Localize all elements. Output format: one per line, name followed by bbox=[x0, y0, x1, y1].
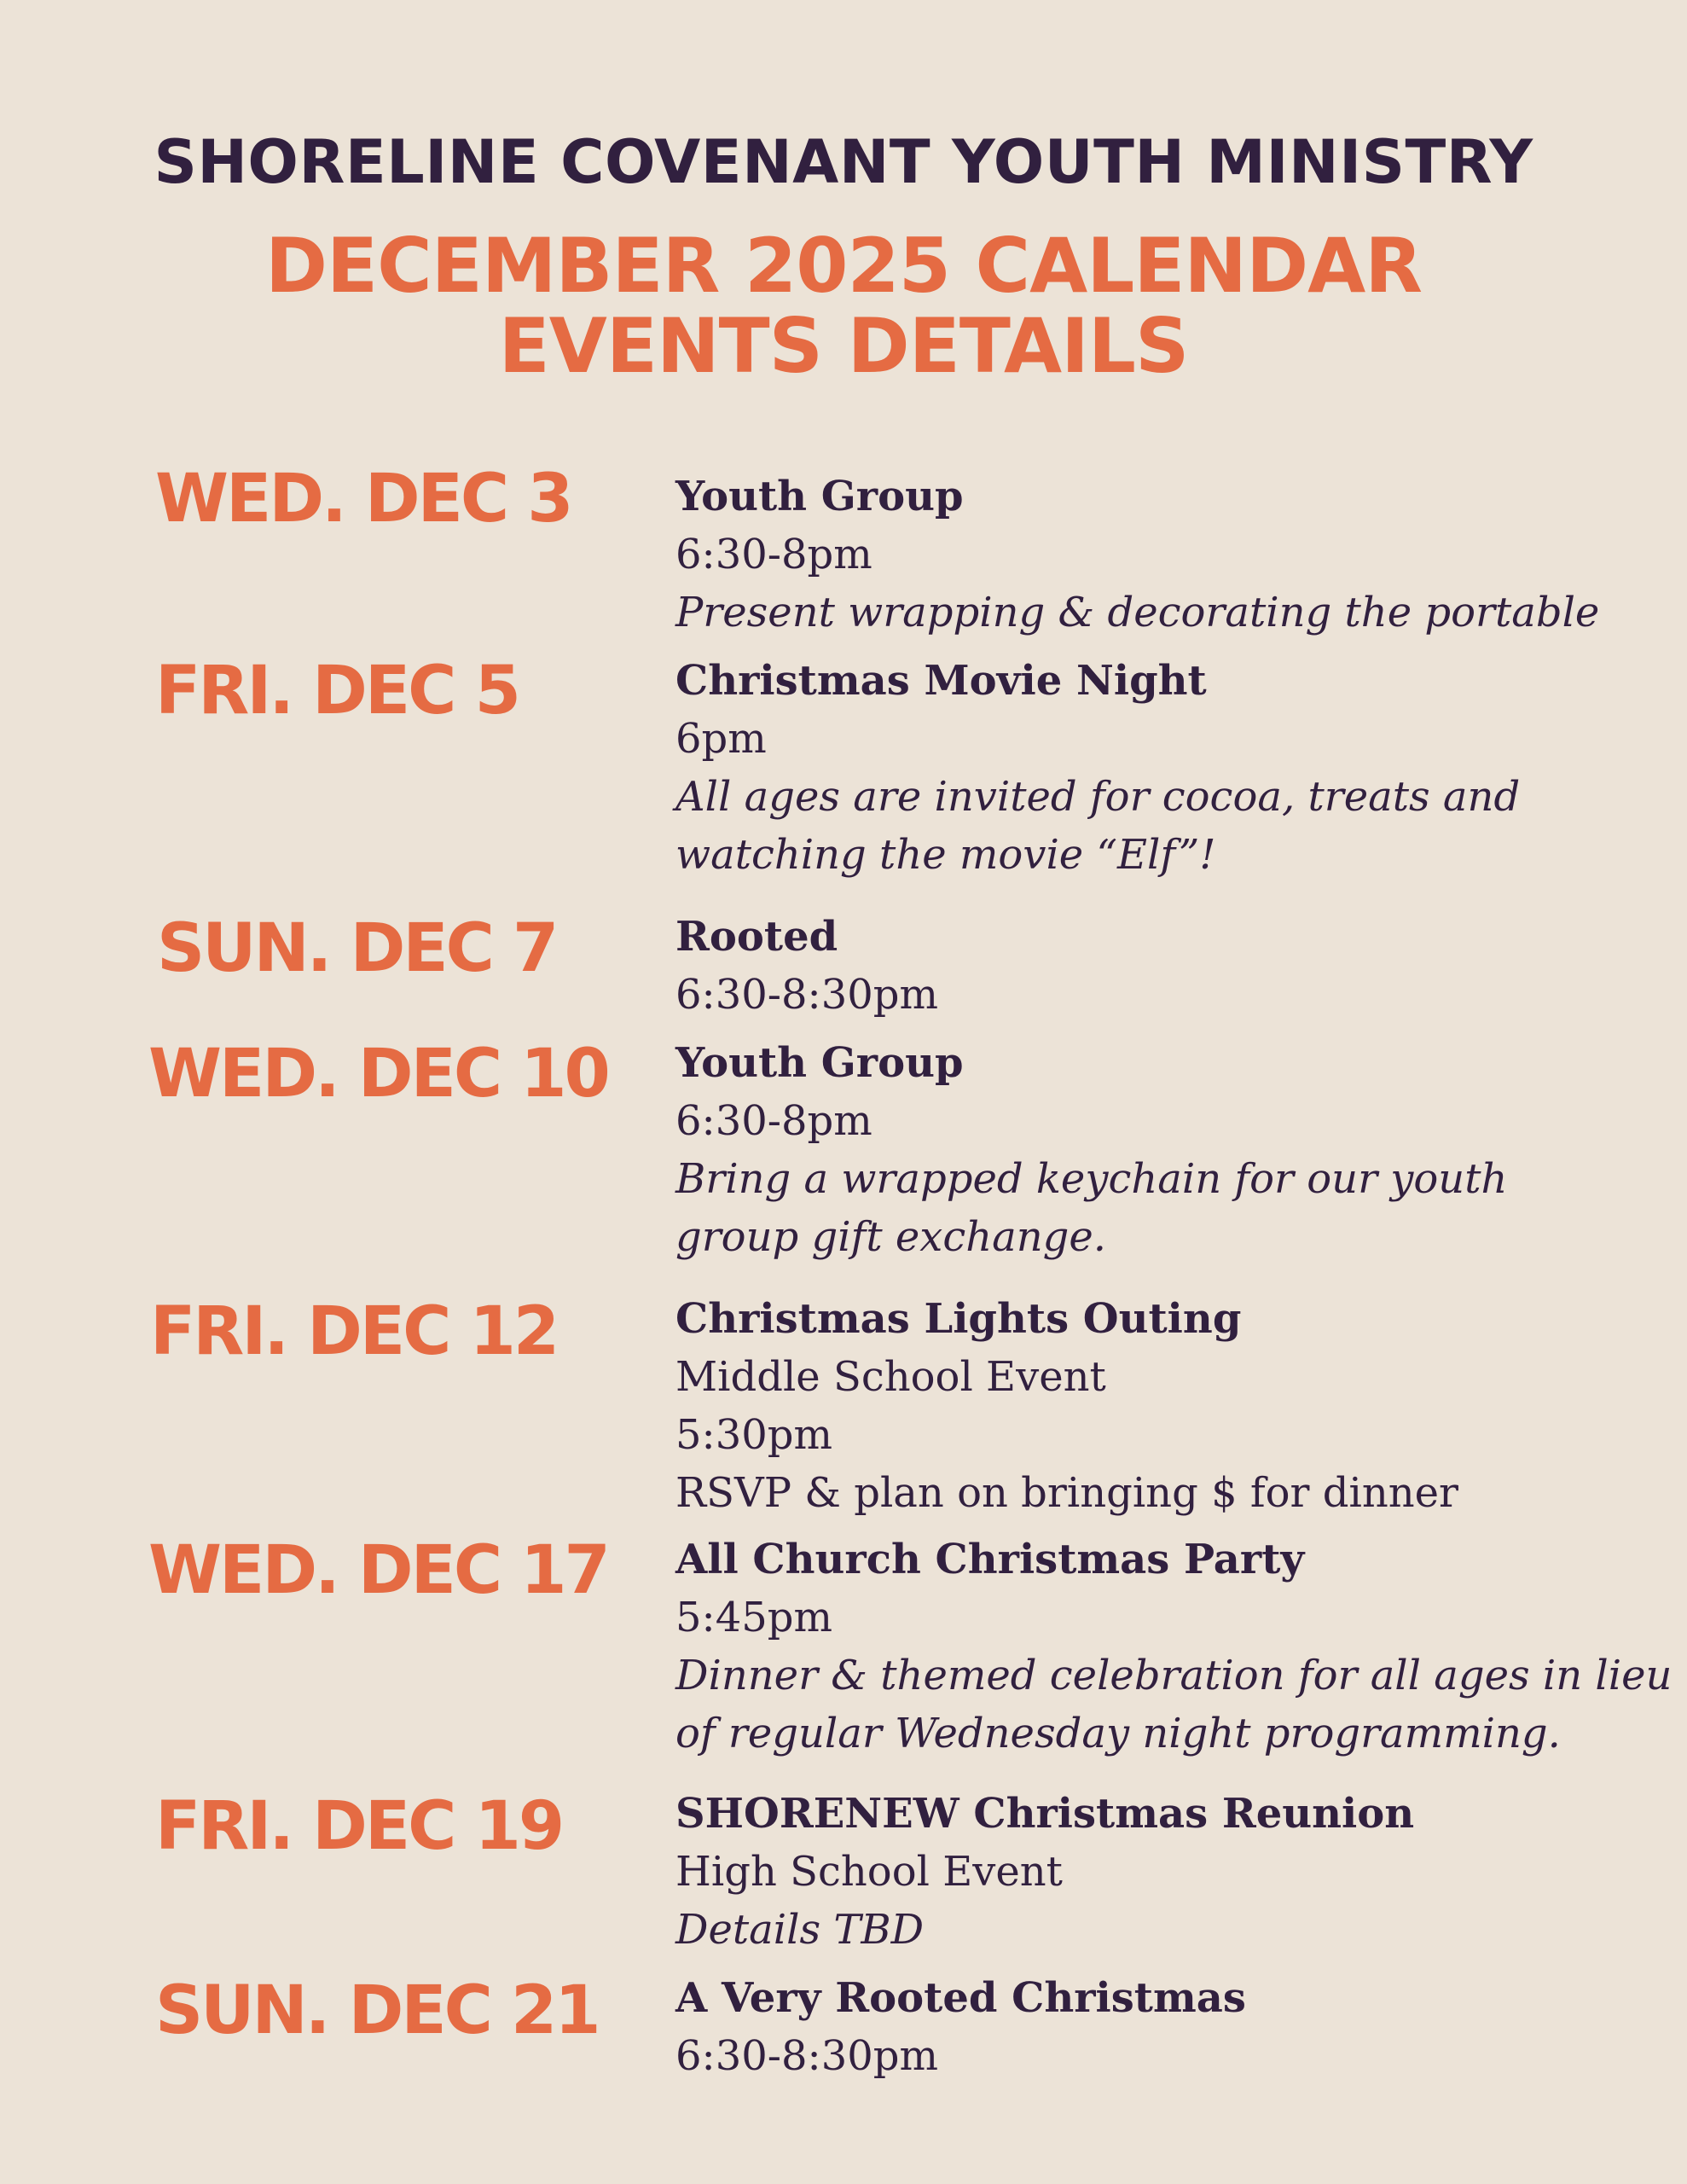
event-time: 6:30-8:30pm bbox=[675, 2032, 939, 2080]
event-date-dec-12: FRI. DEC 12 bbox=[150, 1293, 558, 1370]
event-info: RSVP & plan on bringing $ for dinner bbox=[675, 1469, 1458, 1517]
event-name: All Church Christmas Party bbox=[675, 1536, 1305, 1583]
event-details-dec-17 bbox=[675, 1531, 1673, 1763]
event-details-dec-12 bbox=[675, 1290, 1656, 1522]
event-note: group gift exchange. bbox=[675, 1213, 1107, 1261]
event-date-dec-10: WED. DEC 10 bbox=[148, 1036, 608, 1112]
event-details-dec-3 bbox=[675, 468, 1656, 642]
event-name: Youth Group bbox=[675, 473, 964, 520]
event-note: Details TBD bbox=[675, 1906, 925, 1954]
event-time: 5:45pm bbox=[675, 1594, 833, 1641]
event-details-dec-19 bbox=[675, 1785, 1656, 1959]
event-audience: High School Event bbox=[675, 1848, 1063, 1896]
event-date-dec-17: WED. DEC 17 bbox=[148, 1532, 608, 1609]
event-note: watching the movie “Elf”! bbox=[675, 831, 1216, 879]
event-note: Present wrapping & decorating the portable bbox=[675, 589, 1600, 636]
event-details-dec-5 bbox=[675, 652, 1656, 884]
event-note: Dinner & themed celebration for all ages in lieu bbox=[675, 1652, 1673, 1699]
event-name: Youth Group bbox=[675, 1039, 964, 1087]
event-time: 6:30-8pm bbox=[675, 531, 872, 578]
event-details-dec-7 bbox=[675, 908, 1656, 1024]
event-name: Christmas Movie Night bbox=[675, 657, 1207, 705]
event-date-dec-7: SUN. DEC 7 bbox=[157, 910, 557, 987]
event-date-dec-21: SUN. DEC 21 bbox=[155, 1972, 599, 2049]
event-name: A Very Rooted Christmas bbox=[675, 1974, 1246, 2022]
event-time: 6:30-8:30pm bbox=[675, 971, 939, 1019]
organization-title: SHORELINE COVENANT YOUTH MINISTRY bbox=[154, 127, 1533, 197]
event-name: Christmas Lights Outing bbox=[675, 1295, 1242, 1343]
event-audience: Middle School Event bbox=[675, 1353, 1106, 1401]
event-name: Rooted bbox=[675, 913, 838, 961]
event-time: 6pm bbox=[675, 715, 767, 763]
event-date-dec-5: FRI. DEC 5 bbox=[155, 653, 519, 729]
event-date-dec-3: WED. DEC 3 bbox=[155, 461, 571, 537]
calendar-title-line-1: DECEMBER 2025 CALENDAR bbox=[264, 222, 1422, 310]
event-details-dec-10 bbox=[675, 1034, 1656, 1266]
event-time: 5:30pm bbox=[675, 1411, 833, 1459]
event-note: Bring a wrapped keychain for our youth bbox=[675, 1155, 1508, 1203]
event-name: SHORENEW Christmas Reunion bbox=[675, 1790, 1415, 1838]
event-note: of regular Wednesday night programming. bbox=[675, 1710, 1561, 1757]
calendar-title-line-2: EVENTS DETAILS bbox=[498, 302, 1189, 390]
event-details-dec-21 bbox=[675, 1969, 1656, 2085]
event-time: 6:30-8pm bbox=[675, 1097, 872, 1145]
event-date-dec-19: FRI. DEC 19 bbox=[155, 1788, 563, 1865]
calendar-title bbox=[0, 222, 1687, 390]
event-note: All ages are invited for cocoa, treats and bbox=[675, 773, 1521, 821]
